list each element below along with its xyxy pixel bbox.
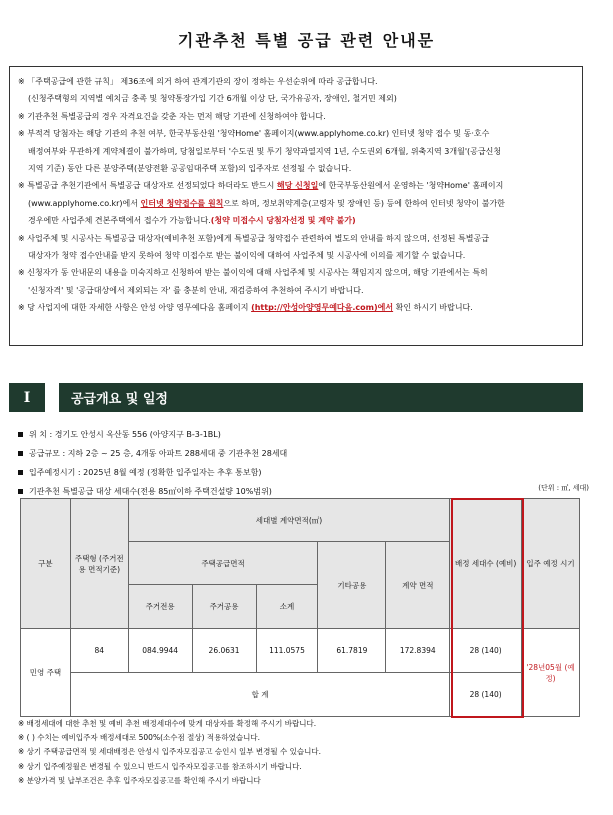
cell-allocation: 28 (140) [450,629,522,673]
footnote: ※ 상기 주택공급면적 및 세대배정은 안성시 입주자모집공고 승인시 일부 변경될 수 있습니다. [18,747,321,757]
cell-move-in: '28년05월 (예정) [522,629,580,717]
section-number: I [9,383,45,412]
header-house-type: 주택형 (주거전용 면적기준) [70,499,128,629]
cell-house-type: 84 [70,629,128,673]
cell-exclusive: 084.9944 [128,629,192,673]
notice-line: 배정여부와 무관하게 계약체결이 불가하며, 당첨일로부터 '수도권 및 투기 청약과열지역 1년, 수도권외 6개월, 위축지역 3개월'(공급신청 [28,146,502,156]
header-common: 주거공용 [192,585,256,629]
footnotes [18,717,583,788]
footnote: ※ 배정세대에 대한 추천 및 예비 추천 배정세대수에 맞게 대상자를 확정해 주시기 바랍니다. [18,719,317,728]
section-header [9,383,583,412]
footnote: ※ ( ) 수치는 예비입주자 배정세대로 500%(소수점 절상) 적용하였습니다. [18,733,261,743]
footnote: ※ 상기 입주예정월은 변경될 수 있으니 반드시 입주자모집공고를 참조하시기 바랍니다. [18,761,302,771]
notice-line: ※ 「주택공급에 관한 규칙」 제36조에 의거 하여 관계기관의 장이 정하는 우선순위에 따라 공급합니다. [18,77,378,86]
notice-line: ※ 당 사업지에 대한 자세한 사항은 안성 아양 영무예다음 홈페이지 (http://안성아양영무예다음.com)에서 확인 하시기 바랍니다. [18,303,473,313]
notice-line: 지역 기준) 동안 다른 분양주택(분양전환 공공임대주택 포함)의 입주자로 선정될 수 없습니다. [28,164,352,174]
bullet-square-icon [18,432,23,437]
cell-contract: 172.8394 [386,629,450,673]
list-item: 기관추천 특별공급 대상 세대수(전용 85㎡이하 주택건설량 10%범위) [18,482,583,501]
total-label: 합 계 [70,673,449,717]
notice-line: ※ 사업주체 및 시공사는 특별공급 대상자(예비추천 포함)에게 특별공급 청약접수 관련하여 별도의 안내를 하지 않으며, 선정된 특별공급 [18,233,489,243]
header-other-common: 기타공용 [318,542,386,629]
list-item: 입주예정시기 : 2025년 8월 예정 (정확한 입주일자는 추후 통보함) [18,463,583,482]
notice-line: 대상자가 청약 접수안내를 받지 못하여 청약 미접수로 받는 불이익에 대하여 사업주체 및 시공사에 이의를 제기할 수 없습니다. [28,251,466,261]
header-subtotal: 소계 [256,585,318,629]
header-type: 구분 [21,499,71,629]
bullet-square-icon [18,489,23,494]
total-allocation: 28 (140) [450,673,522,717]
footnote: ※ 분양가격 및 납부조건은 추후 입주자모집공고를 확인해 주시기 바랍니다 [18,775,261,785]
table-row-total [21,673,580,717]
header-contract-area: 세대별 계약면적(㎡) [128,499,450,542]
notice-line-emphasis: (www.applyhome.co.kr)에서 인터넷 청약접수를 원칙으로 하며, 정보취약계층(고령자 및 장애인 등) 등에 한하여 인터넷 청약이 불가한 [28,198,505,208]
notice-line: '신청자격' 및 '공급대상에서 제외되는 자' 를 충분히 안내, 재검증하여 추천하여 주시기 바랍니다. [28,285,364,295]
table-row [21,629,580,673]
supply-table [20,498,580,717]
notice-line: (신청주택형의 지역별 예치금 충족 및 청약통장가입 기간 6개월 이상 단, 국가유공자, 장애인, 철거민 제외) [28,94,397,104]
notice-line: ※ 신청자가 동 안내문의 내용을 미숙지하고 신청하여 받는 불이익에 대해 사업주체 및 시공사는 책임지지 않으며, 해당 기관에서는 특히 [18,268,488,278]
cell-subtotal: 111.0575 [256,629,318,673]
notice-line: ※ 기관추천 특별공급의 경우 자격요건을 갖춘 자는 먼저 해당 기관에 신청하여야 합니다. [18,111,326,121]
homepage-link[interactable]: (http://안성아양영무예다음.com)에서 [251,303,394,313]
header-move-in: 입주 예정 시기 [522,499,580,629]
notice-box [9,66,583,346]
header-contract: 계약 면적 [386,542,450,629]
document-title: 기관추천 특별 공급 관련 안내문 [177,31,436,50]
list-item: 공급규모 : 지하 2층 ~ 25 층, 4개동 아파트 288세대 중 기관추천 28세대 [18,444,583,463]
list-item: 위 치 : 경기도 안성시 옥산동 556 (아양지구 B-3-1BL) [18,425,583,444]
notice-line-emphasis: 경우에만 사업주체 견본주택에서 접수가 가능합니다.(청약 미접수시 당첨자선정 및 계약 불가) [28,216,356,226]
row-type: 민영 주택 [21,629,71,717]
unit-note: (단위 : ㎡, 세대) [538,484,589,492]
cell-other-common: 61.7819 [318,629,386,673]
bullet-square-icon [18,470,23,475]
overview-list [18,425,583,501]
bullet-square-icon [18,451,23,456]
section-title: 공급개요 및 일정 [59,383,583,412]
notice-line: ※ 부적격 당첨자는 해당 기관의 추천 여부, 한국부동산원 '청약Home' 홈페이지(www.applyhome.co.kr) 인터넷 청약 접수 및 동·호수 [18,129,490,139]
header-supply-area: 주택공급면적 [128,542,318,585]
header-allocation: 배정 세대수 (예비) [450,499,522,629]
notice-line-emphasis: ※ 특별공급 추천기관에서 특별공급 대상자로 선정되었다 하더라도 반드시 해당 신청일에 한국부동산원에서 운영하는 '청약Home' 홈페이지 [18,181,504,191]
header-exclusive: 주거전용 [128,585,192,629]
cell-common: 26.0631 [192,629,256,673]
